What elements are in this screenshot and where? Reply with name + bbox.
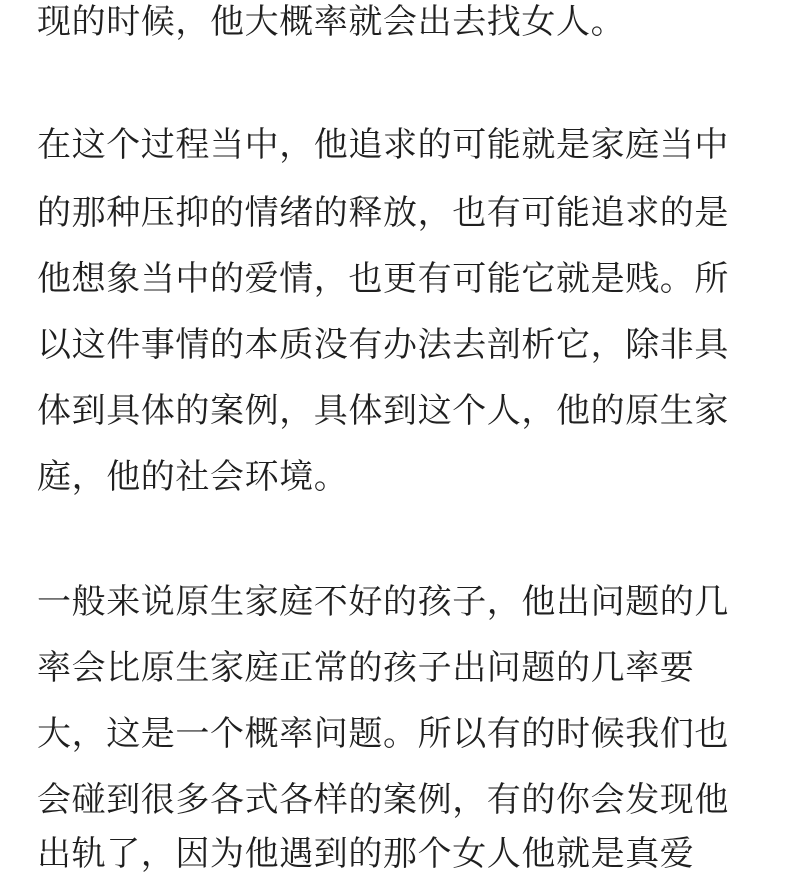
text-line-12: 出轨了，因为他遇到的那个女人他就是真爱 xyxy=(37,834,695,874)
text-line-2: 在这个过程当中，他追求的可能就是家庭当中 xyxy=(37,125,729,165)
text-line-5: 以这件事情的本质没有办法去剖析它，除非具 xyxy=(37,325,729,365)
text-line-8: 一般来说原生家庭不好的孩子，他出问题的几 xyxy=(37,582,729,622)
text-line-1: 现的时候，他大概率就会出去找女人。 xyxy=(37,2,626,42)
text-line-11: 会碰到很多各式各样的案例，有的你会发现他 xyxy=(37,780,729,820)
text-line-9: 率会比原生家庭正常的孩子出问题的几率要 xyxy=(37,648,695,688)
text-line-4: 他想象当中的爱情，也更有可能它就是贱。所 xyxy=(37,259,729,299)
text-line-3: 的那种压抑的情绪的释放，也有可能追求的是 xyxy=(37,193,729,233)
text-line-7: 庭，他的社会环境。 xyxy=(37,457,349,497)
text-line-10: 大，这是一个概率问题。所以有的时候我们也 xyxy=(37,714,729,754)
text-line-6: 体到具体的案例，具体到这个人，他的原生家 xyxy=(37,391,729,431)
